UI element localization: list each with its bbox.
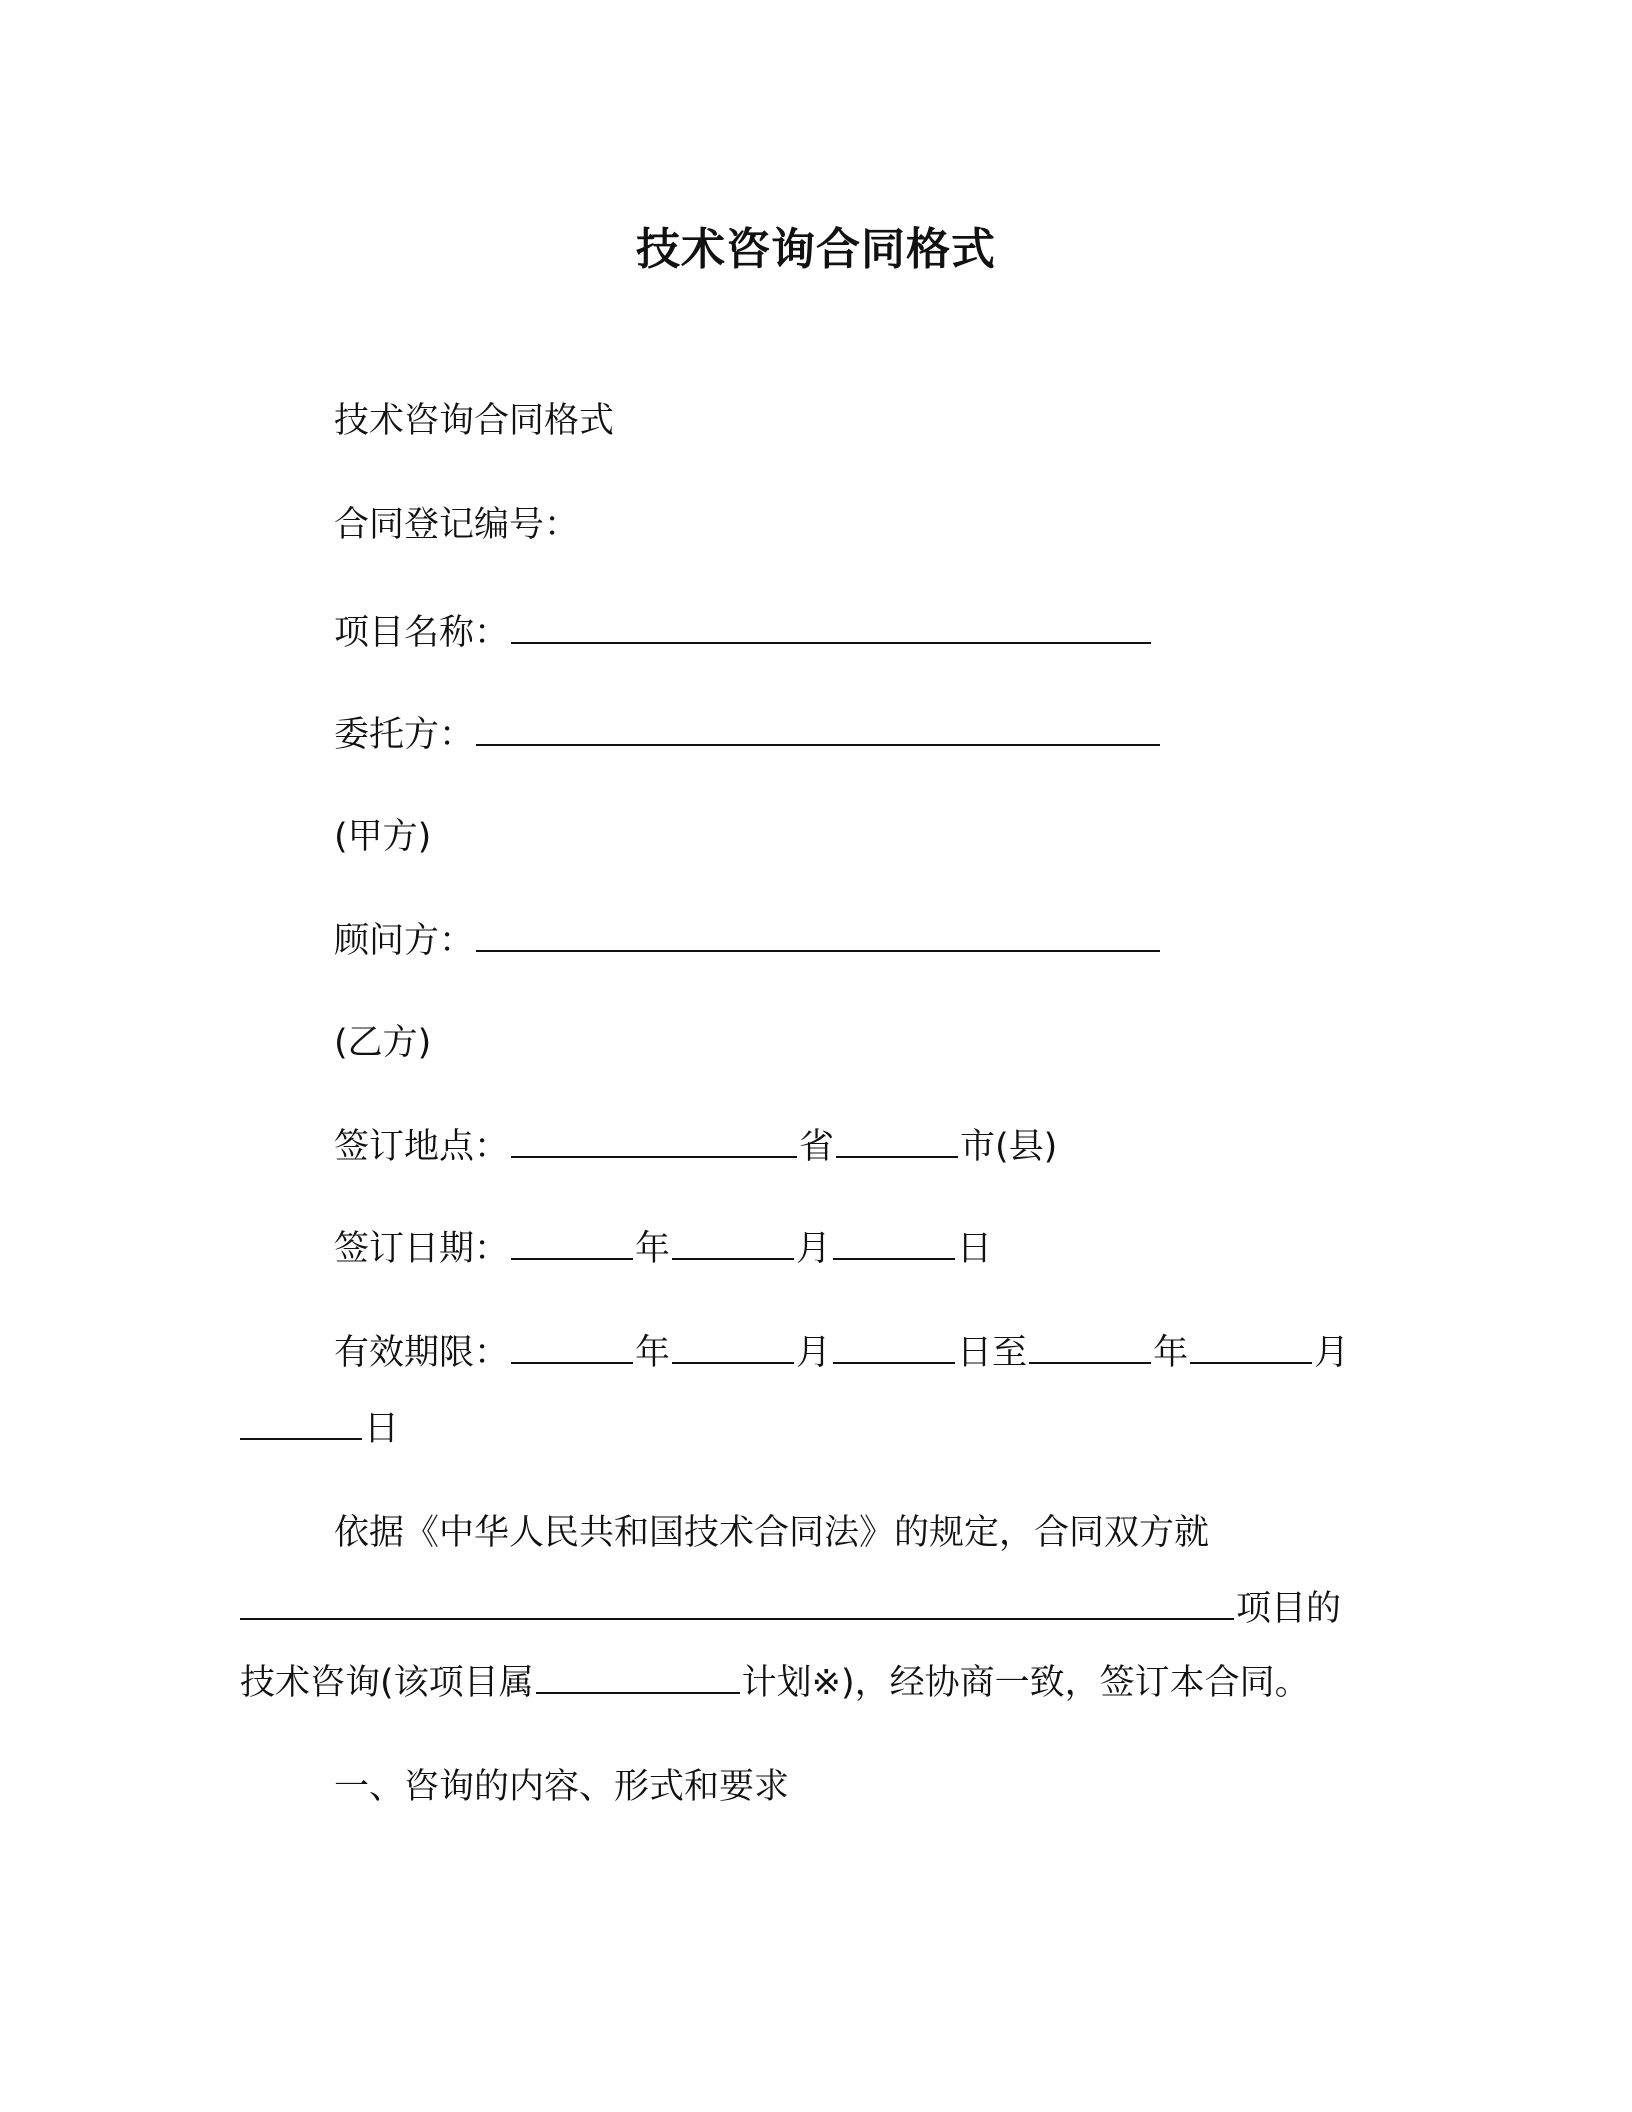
validity-label: 有效期限： [334, 1333, 510, 1373]
validity-year-blank [511, 1332, 633, 1364]
project-name-row [334, 610, 1153, 656]
party-b-label: (乙方) [334, 1023, 432, 1063]
consultant-label: 顾问方： [334, 921, 475, 961]
client-row [334, 712, 1162, 758]
province-label: 省 [799, 1127, 835, 1167]
signing-date-row [334, 1226, 992, 1272]
signing-month-blank [672, 1228, 794, 1260]
signing-year-blank [511, 1228, 633, 1260]
signing-place-row [334, 1124, 1057, 1170]
validity-year2-blank [1029, 1332, 1151, 1364]
validity-month2-blank [1190, 1332, 1312, 1364]
province-blank [511, 1126, 797, 1158]
validity-row-continued [240, 1406, 399, 1452]
signing-year-label: 年 [635, 1229, 671, 1269]
consultant-row [334, 918, 1162, 964]
validity-day2-label: 日 [364, 1409, 400, 1449]
validity-month2-label: 月 [1314, 1333, 1350, 1373]
basis-line-3-suffix: 计划※)，经协商一致，签订本合同。 [741, 1663, 1310, 1703]
basis-line-3 [240, 1660, 1310, 1706]
validity-day-to-label: 日至 [957, 1333, 1028, 1373]
registration-number-label: 合同登记编号： [334, 505, 580, 545]
validity-month-blank [672, 1332, 794, 1364]
basis-line-3-prefix: 技术咨询(该项目属 [240, 1663, 534, 1703]
basis-line-1: 依据《中华人民共和国技术合同法》的规定，合同双方就 [334, 1513, 1210, 1553]
validity-day-blank [833, 1332, 955, 1364]
consultant-blank [476, 920, 1160, 952]
document-subtitle: 技术咨询合同格式 [334, 401, 615, 441]
project-name-label: 项目名称： [334, 613, 510, 653]
project-name-blank [511, 612, 1151, 644]
party-a-label: (甲方) [334, 817, 432, 857]
client-label: 委托方： [334, 715, 475, 755]
city-label: 市(县) [960, 1127, 1058, 1167]
validity-row [334, 1330, 1349, 1376]
document-title: 技术咨询合同格式 [636, 224, 996, 275]
signing-date-label: 签订日期： [334, 1229, 510, 1269]
plan-blank [536, 1662, 740, 1694]
validity-month-label: 月 [796, 1333, 832, 1373]
client-blank [476, 714, 1160, 746]
section-1-heading: 一、咨询的内容、形式和要求 [334, 1767, 790, 1807]
basis-line-2 [240, 1586, 1341, 1632]
validity-day2-blank [240, 1408, 362, 1440]
validity-year-label: 年 [635, 1333, 671, 1373]
signing-month-label: 月 [796, 1229, 832, 1269]
basis-line-2-suffix: 项目的 [1236, 1589, 1342, 1629]
signing-day-blank [833, 1228, 955, 1260]
validity-year2-label: 年 [1153, 1333, 1189, 1373]
project-topic-blank [240, 1588, 1234, 1620]
city-blank [836, 1126, 958, 1158]
signing-day-label: 日 [957, 1229, 993, 1269]
signing-place-label: 签订地点： [334, 1127, 510, 1167]
